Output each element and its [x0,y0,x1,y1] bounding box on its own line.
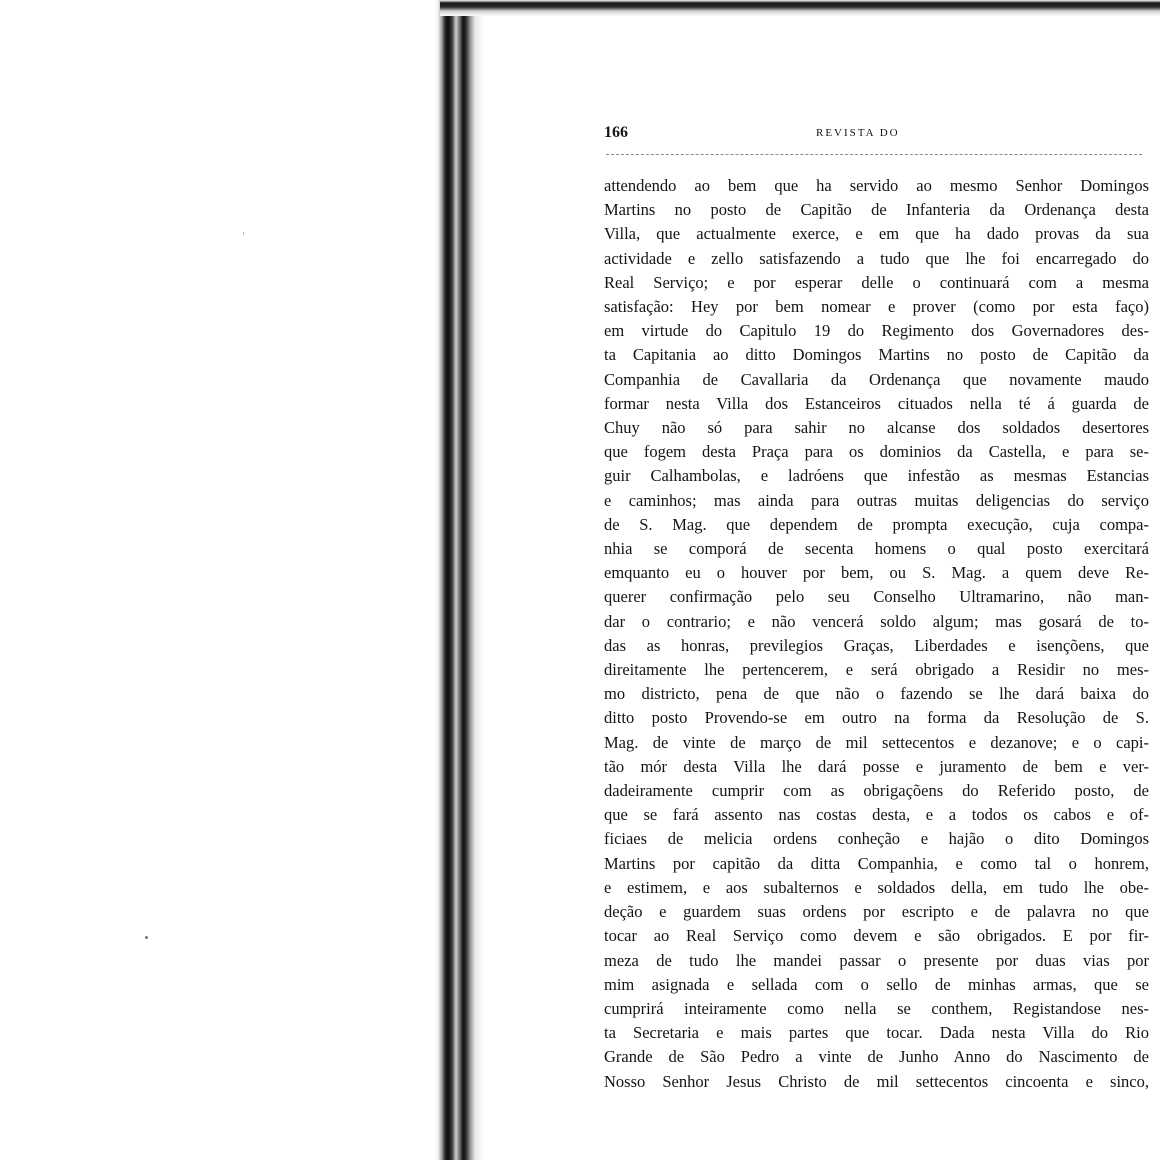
text-line: tocar ao Real Serviço como devem e são obrigados. E por fir- [604,926,1149,946]
text-line: Mag. de vinte de março de mil settecentos e dezanove; e o capi- [604,732,1149,752]
text-line: ficiaes de melicia ordens conheção e hajão o dito Domingos [604,829,1149,849]
text-line: Nosso Senhor Jesus Christo de mil settecentos cincoenta e sinco, [604,1071,1149,1091]
text-line: Chuy não só para sahir no alcanse dos soldados desertores [604,418,1149,438]
text-line: que se fará assento nas costas desta, e a todos os cabos e of- [604,805,1149,825]
text-line: direitamente lhe pertencerem, e será obrigado a Residir no mes- [604,660,1149,680]
text-line: deção e guardem suas ordens por escripto e de palavra no que [604,902,1149,922]
text-line: Martins por capitão da ditta Companhia, e como tal o honrem, [604,853,1149,873]
text-line: Villa, que actualmente exerce, e em que ha dado provas da sua [604,224,1149,244]
text-line: querer confirmação pelo seu Conselho Ultramarino, não man- [604,587,1149,607]
text-line: em virtude do Capitulo 19 do Regimento dos Governadores des- [604,321,1149,341]
text-line: Companhia de Cavallaria da Ordenança que novamente maudo [604,369,1149,389]
journal-title: REVISTA DO [816,127,900,139]
text-line: que fogem desta Praça para os dominios da Castella, e para se- [604,442,1149,462]
text-line: meza de tudo lhe mandei passar o presente por duas vias por [604,950,1149,970]
text-line: cumprirá inteiramente como nella se conthem, Registandose nes- [604,998,1149,1018]
running-head [604,124,1144,144]
text-line: guir Calhambolas, e ladróens que infestão as mesmas Estancias [604,466,1149,486]
text-line: de S. Mag. que dependem de prompta execução, cuja compa- [604,514,1149,534]
text-line: das as honras, previlegios Graças, Liberdades e isençõens, que [604,635,1149,655]
text-line: Grande de São Pedro a vinte de Junho Anno do Nascimento de [604,1047,1149,1067]
right-printed-page [484,0,1160,1160]
text-line: tão mór desta Villa lhe dará posse e juramento de bem e ver- [604,756,1149,776]
text-line: dadeiramente cumprir com as obrigaçõens do Referido posto, de [604,781,1149,801]
text-line: satisfação: Hey por bem nomear e prover (como por esta faço) [604,297,1149,317]
text-line: ta Secretaria e mais partes que tocar. Dada nesta Villa do Rio [604,1023,1149,1043]
text-line: Real Serviço; e por esperar delle o continuará com a mesma [604,272,1149,292]
text-line: ditto posto Provendo-se em outro na forma da Resolução de S. [604,708,1149,728]
text-line: e estimem, e aos subalternos e soldados della, em tudo lhe obe- [604,877,1149,897]
text-line: ta Capitania ao ditto Domingos Martins no posto de Capitão da [604,345,1149,365]
text-line: emquanto eu o houver por bem, ou S. Mag. a quem deve Re- [604,563,1149,583]
book-binding-gutter [434,0,484,1160]
text-line: mo districto, pena de que não o fazendo se lhe dará baixa do [604,684,1149,704]
text-line: Martins no posto de Capitão de Infanteria da Ordenança desta [604,200,1149,220]
page-number: 166 [604,124,628,141]
text-line: nhia se comporá de secenta homens o qual posto exercitará [604,539,1149,559]
text-line: attendendo ao bem que ha servido ao mesmo Senhor Domingos [604,176,1149,195]
text-line: e caminhos; mas ainda para outras muitas deligencias do serviço [604,490,1149,510]
text-line: actividade e zello satisfazendo a tudo que lhe foi encarregado do [604,248,1149,268]
document-body-text [604,174,1149,1094]
text-line: mim asignada e sellada com o sello de minhas armas, que se [604,974,1149,994]
paper-mark [243,232,244,235]
paper-speck [145,936,148,939]
text-line: dar o contrario; e não vencerá soldo algum; mas gosará de to- [604,611,1149,631]
header-rule [606,154,1142,155]
text-line: formar nesta Villa dos Estanceiros cituados nella té á guarda de [604,393,1149,413]
left-blank-page [0,0,440,1160]
